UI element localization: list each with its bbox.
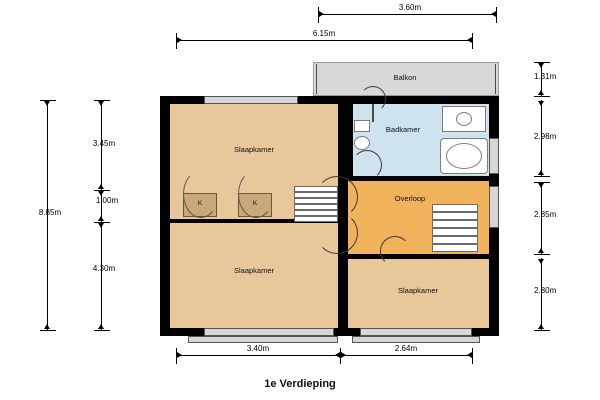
dim-bottom-arrow-right-b bbox=[467, 352, 472, 358]
dim-right-arrow-1-top bbox=[538, 63, 544, 68]
closet-label-right: K bbox=[252, 200, 258, 207]
dim-right-text-4: 2.80m bbox=[534, 286, 557, 295]
window-bottom-left bbox=[204, 328, 334, 336]
room-label-slaapkamer-boven: Slaapkamer bbox=[233, 145, 275, 154]
dim-right-arrow-1-bottom bbox=[538, 90, 544, 95]
dim-left-inner-arrow-c-top bbox=[98, 223, 104, 228]
dim-bottom-line-right bbox=[340, 355, 472, 356]
dim-top-inner-tick-right bbox=[472, 33, 473, 49]
dim-left-inner-arrow-a-top bbox=[98, 101, 104, 106]
dim-left-inner-text-1: 3.45m bbox=[92, 139, 116, 148]
dim-bottom-text-left: 3.40m bbox=[246, 344, 270, 353]
wall-interior-right-bedroom-top bbox=[348, 254, 489, 259]
dim-left-inner-arrow-c-bottom bbox=[98, 324, 104, 329]
dim-left-inner-arrow-a-bottom bbox=[98, 184, 104, 189]
dim-left-inner-text-3: 4.30m bbox=[92, 264, 116, 273]
dim-top-inner-arrow-left bbox=[177, 37, 182, 43]
dim-bottom-arrow-right-a bbox=[341, 352, 346, 358]
room-label-overloop: Overloop bbox=[394, 194, 426, 203]
door-arc-overloop-left-bottom bbox=[316, 212, 358, 254]
toilet-fixture bbox=[354, 120, 370, 132]
dim-right-arrow-3-top bbox=[538, 183, 544, 188]
room-label-badkamer: Badkamer bbox=[385, 125, 421, 134]
window-right-upper bbox=[489, 138, 499, 174]
dim-left-inner-line-c bbox=[101, 222, 102, 330]
dim-bottom-tick-3 bbox=[472, 348, 473, 364]
dim-left-inner-arrow-b-bottom bbox=[98, 216, 104, 221]
dim-top-inner-text: 6.15m bbox=[312, 29, 336, 38]
dim-top-outer-line bbox=[318, 14, 496, 15]
door-arc-balkon bbox=[360, 86, 386, 112]
stair-step-right bbox=[432, 212, 478, 220]
room-label-slaapkamer-rechts: Slaapkamer bbox=[397, 286, 439, 295]
dim-bottom-line-left bbox=[176, 355, 340, 356]
dim-right-text-2: 2.98m bbox=[534, 132, 557, 141]
room-label-slaapkamer-onder: Slaapkamer bbox=[233, 266, 275, 275]
closet-door-arc-left bbox=[183, 170, 219, 218]
dim-right-tick-5 bbox=[534, 254, 550, 255]
dim-right-arrow-3-bottom bbox=[538, 248, 544, 253]
dim-left-outer-arrow-top bbox=[44, 101, 50, 106]
dim-right-arrow-4-top bbox=[538, 259, 544, 264]
sill-bottom-right bbox=[352, 336, 480, 343]
dim-left-inner-tick-4 bbox=[94, 330, 110, 331]
door-arc-slaapkamer-rechts bbox=[380, 236, 410, 266]
dim-right-arrow-2-bottom bbox=[538, 170, 544, 175]
dim-top-outer-arrow-left bbox=[319, 11, 324, 17]
dim-right-tick-6 bbox=[534, 330, 550, 331]
window-right-lower bbox=[489, 186, 499, 228]
balcony-rail-left bbox=[316, 64, 317, 94]
dim-top-outer-text: 3.60m bbox=[398, 3, 422, 12]
closet-door-arc-right bbox=[238, 170, 274, 218]
balcony-rail-right bbox=[495, 64, 496, 94]
stair-step-right bbox=[432, 236, 478, 244]
dim-left-outer-text: 8.85m bbox=[38, 208, 62, 217]
stair-step-right bbox=[432, 228, 478, 236]
door-arc-badkamer bbox=[352, 150, 382, 180]
closet-label-left: K bbox=[197, 200, 203, 207]
page-title: 1e Verdieping bbox=[264, 378, 336, 390]
dim-left-inner-text-2: 1.00m bbox=[95, 196, 119, 205]
dim-top-inner-arrow-right bbox=[467, 37, 472, 43]
dim-right-arrow-4-bottom bbox=[538, 324, 544, 329]
window-bottom-right bbox=[360, 328, 472, 336]
dim-right-text-1: 1.31m bbox=[534, 72, 557, 81]
dim-bottom-arrow-left-a bbox=[177, 352, 182, 358]
dim-top-outer-arrow-right bbox=[491, 11, 496, 17]
dim-top-inner-line bbox=[176, 40, 472, 41]
dim-right-tick-3 bbox=[534, 176, 550, 177]
dim-left-outer-tick-bottom bbox=[40, 330, 56, 331]
bathtub-inner bbox=[446, 143, 482, 169]
stair-step-right bbox=[432, 204, 478, 212]
dim-right-tick-2 bbox=[534, 96, 550, 97]
dim-top-outer-tick-right bbox=[496, 7, 497, 23]
sink-fixture bbox=[354, 136, 370, 150]
stair-step-right bbox=[432, 244, 478, 252]
dim-bottom-text-right: 2.64m bbox=[394, 344, 418, 353]
window-top-left bbox=[204, 96, 298, 104]
room-slaapkamer-onder bbox=[170, 222, 338, 328]
dim-right-arrow-2-top bbox=[538, 101, 544, 106]
stair-step-right bbox=[432, 220, 478, 228]
room-label-balkon: Balkon bbox=[393, 73, 417, 82]
washbasin-bowl bbox=[456, 112, 472, 126]
dim-right-text-3: 2.85m bbox=[534, 210, 557, 219]
dim-left-outer-arrow-bottom bbox=[44, 324, 50, 329]
wall-left bbox=[160, 96, 170, 336]
sill-bottom-left bbox=[188, 336, 338, 343]
